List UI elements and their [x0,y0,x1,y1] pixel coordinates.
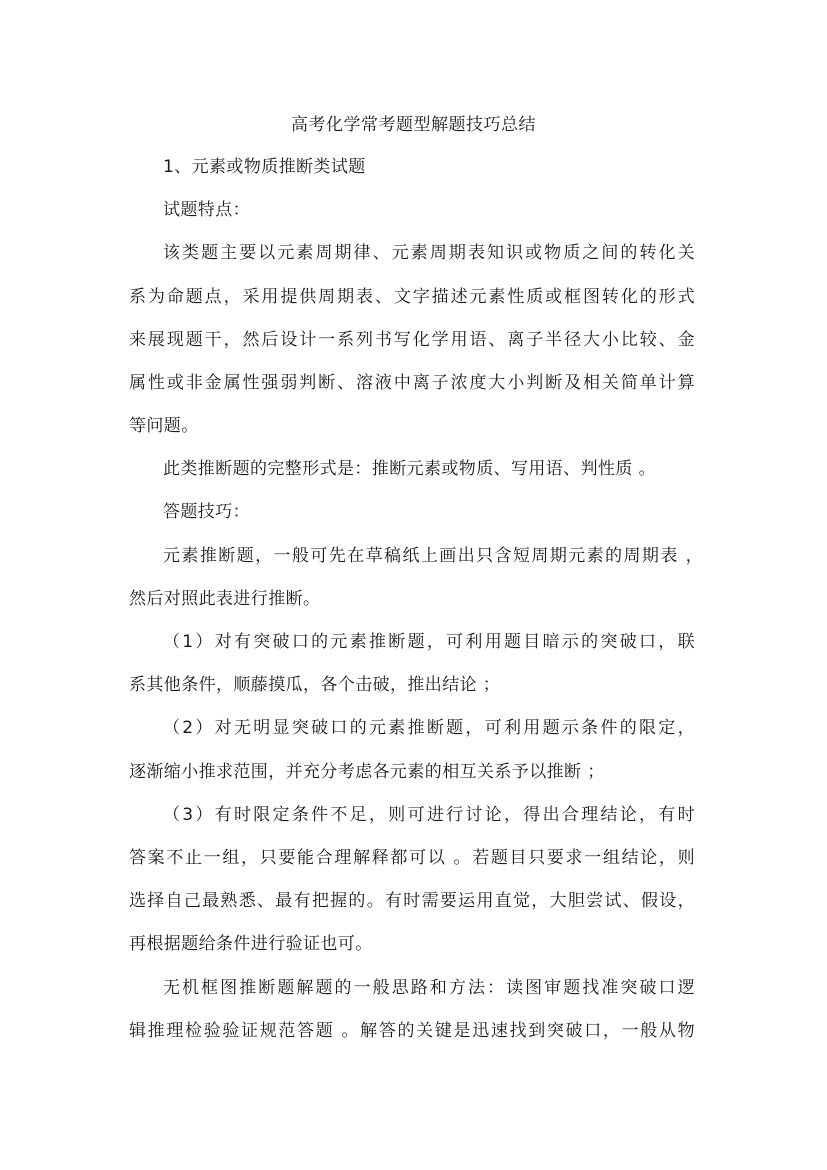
paragraph-line: 来展现题干，然后设计一系列书写化学用语、离子半径大小比较、金 [129,330,695,350]
paragraph-line: 再根据题给条件进行验证也可。 [129,934,373,954]
paragraph-line: 答案不止一组，只要能合理解释都可以 。若题目只要求一组结论，则 [129,848,695,868]
subheading-features: 试题特点： [163,200,250,220]
page-title: 高考化学常考题型解题技巧总结 [291,115,536,135]
paragraph-line: 系其他条件，顺藤摸瓜，各个击破，推出结论 ； [129,675,501,695]
paragraph-line: 然后对照此表进行推断。 [129,589,321,609]
paragraph-line: 无机框图推断题解题的一般思路和方法：读图审题找准突破口逻 [163,978,695,998]
paragraph-line: （2）对无明显突破口的元素推断题，可利用题示条件的限定， [163,718,695,738]
paragraph-line: 此类推断题的完整形式是：推断元素或物质、写用语、判性质 。 [163,459,657,479]
paragraph-line: 属性或非金属性强弱判断、溶液中离子浓度大小判断及相关简单计算 [129,373,695,393]
section-heading: 1、元素或物质推断类试题 [163,157,366,177]
subheading-tips: 答题技巧： [163,502,250,522]
paragraph-line: 逐渐缩小推求范围，并充分考虑各元素的相互关系予以推断 ； [129,762,605,782]
paragraph-line: 系为命题点，采用提供周期表、文字描述元素性质或框图转化的形式 [129,287,695,307]
paragraph-line: 选择自己最熟悉、最有把握的。有时需要运用直觉，大胆尝试、假设， [129,891,695,911]
paragraph-line: （3）有时限定条件不足，则可进行讨论，得出合理结论，有时 [163,805,695,825]
paragraph-line: 元素推断题，一般可先在草稿纸上画出只含短周期元素的周期表 ， [163,546,703,566]
paragraph-line: 等问题。 [129,416,199,436]
paragraph-line: （1）对有突破口的元素推断题，可利用题目暗示的突破口，联 [163,632,695,652]
paragraph-line: 辑推理检验验证规范答题 。解答的关键是迅速找到突破口，一般从物 [129,1021,695,1041]
paragraph-line: 该类题主要以元素周期律、元素周期表知识或物质之间的转化关 [163,243,695,263]
